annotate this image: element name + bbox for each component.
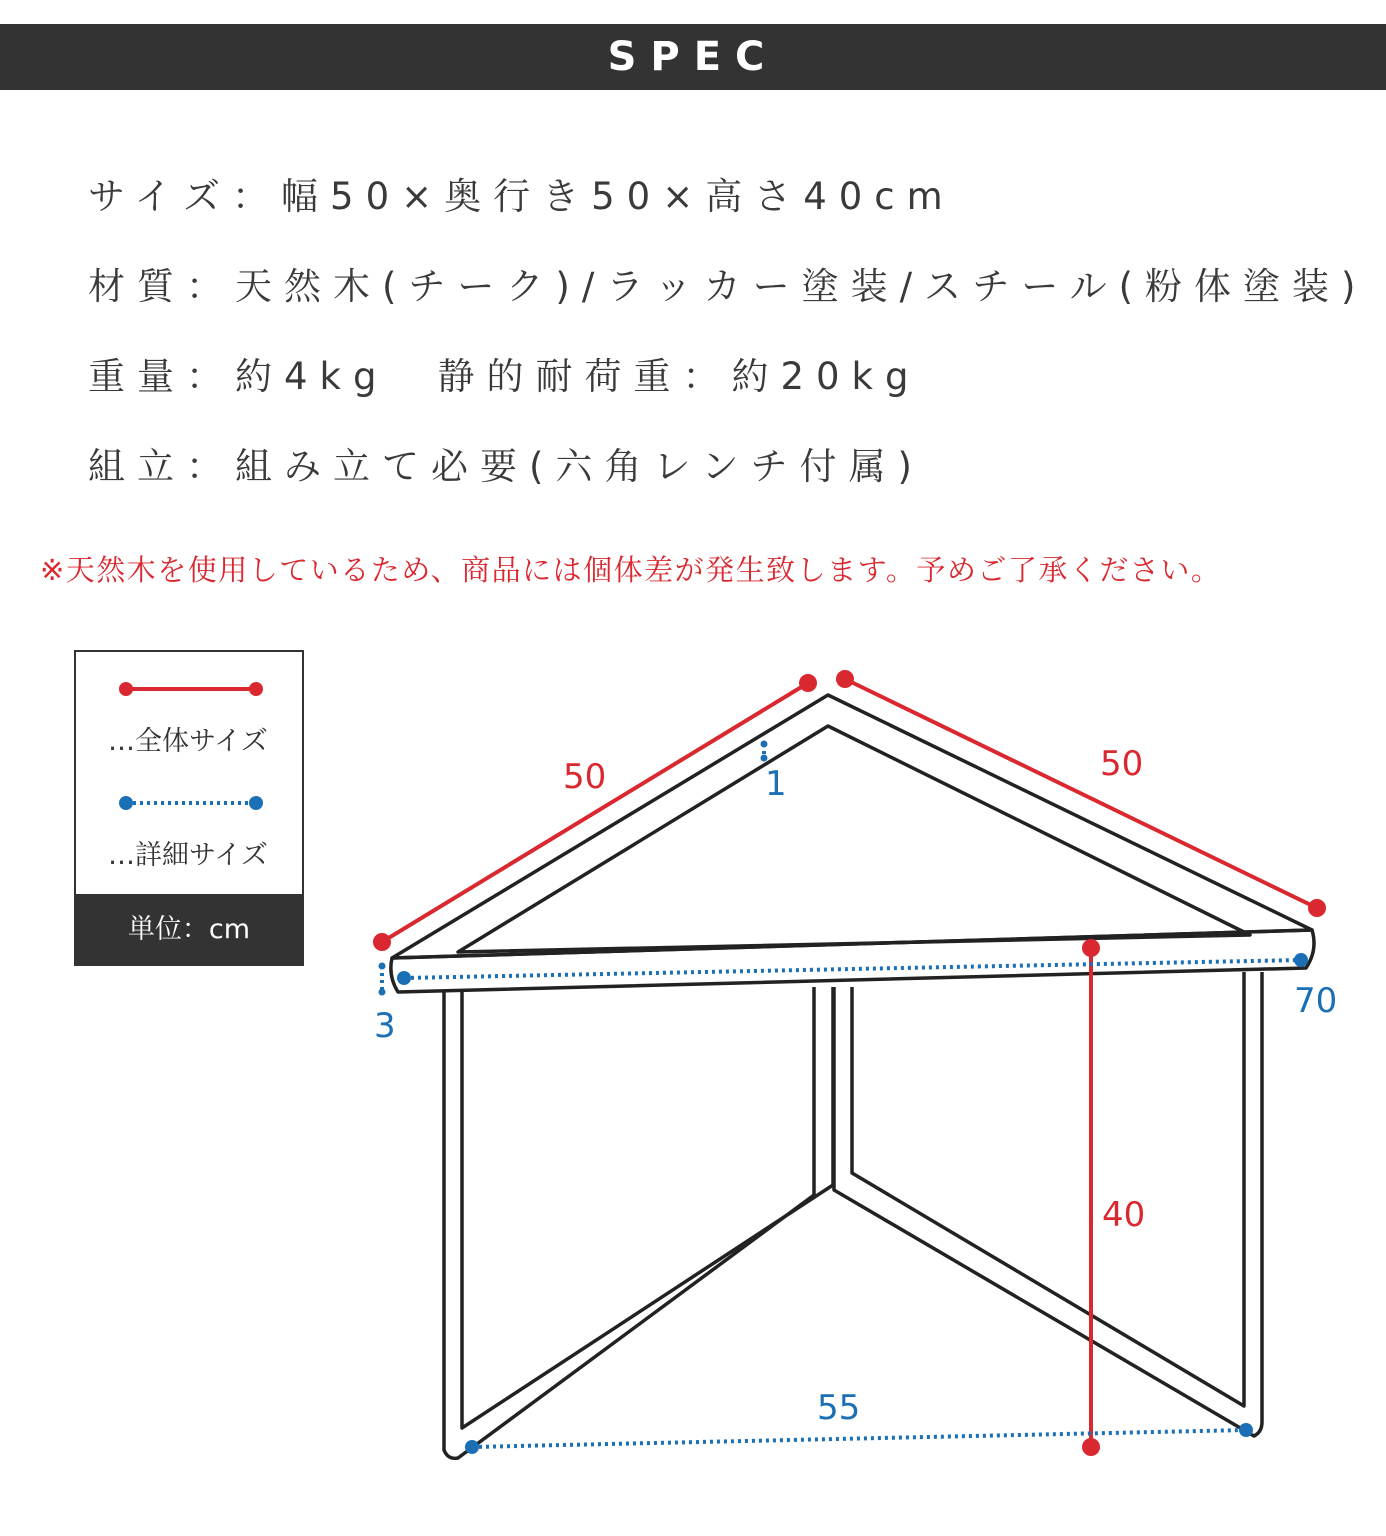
spec-material: 材質：天然木(チーク)/ラッカー塗装/スチール(粉体塗装) — [88, 265, 1368, 308]
dim-line-left-edge — [382, 683, 808, 942]
label-left-edge: 50 — [563, 757, 607, 797]
frame-left — [444, 987, 814, 1458]
frame-right — [834, 972, 1262, 1436]
dim-dot — [379, 963, 386, 970]
label-height: 40 — [1102, 1195, 1146, 1235]
dim-dot — [1084, 941, 1098, 955]
dim-dot — [465, 1440, 479, 1454]
dim-dot — [375, 935, 389, 949]
spec-header: SPEC — [0, 24, 1386, 90]
label-front-width: 70 — [1294, 981, 1338, 1021]
dim-dot — [801, 676, 815, 690]
dim-dot — [761, 741, 768, 748]
label-inner-thickness: 1 — [765, 764, 787, 804]
frame-left-inner — [462, 987, 833, 1428]
dim-dot — [1084, 1440, 1098, 1454]
tabletop-outline — [392, 695, 1312, 958]
legend-detail-label: …詳細サイズ — [108, 840, 268, 871]
dim-line-base-width — [472, 1430, 1246, 1447]
dim-dot — [761, 755, 768, 762]
label-right-edge: 50 — [1100, 744, 1144, 784]
unit-label: 単位：cm — [76, 894, 302, 964]
spec-weight: 重量：約4kg 静的耐荷重：約20kg — [88, 355, 921, 398]
legend-overall-label: …全体サイズ — [108, 726, 268, 757]
label-base-width: 55 — [817, 1388, 861, 1428]
dim-dot — [1310, 901, 1324, 915]
spec-assembly: 組立：組み立て必要(六角レンチ付属) — [88, 445, 924, 488]
dim-dot — [379, 989, 386, 996]
dim-line-right-edge — [845, 679, 1317, 908]
natural-wood-notice: ※天然木を使用しているため、商品には個体差が発生致します。予めご了承ください。 — [40, 553, 1222, 587]
dim-line-front-width — [404, 960, 1301, 978]
dim-dot — [1239, 1423, 1253, 1437]
spec-size: サイズ：幅50×奥行き50×高さ40cm — [88, 175, 955, 218]
dim-dot — [838, 672, 852, 686]
dim-dot — [397, 971, 411, 985]
label-top-thickness: 3 — [374, 1006, 396, 1046]
dim-dot — [1294, 953, 1308, 967]
frame-right-inner — [852, 972, 1244, 1406]
